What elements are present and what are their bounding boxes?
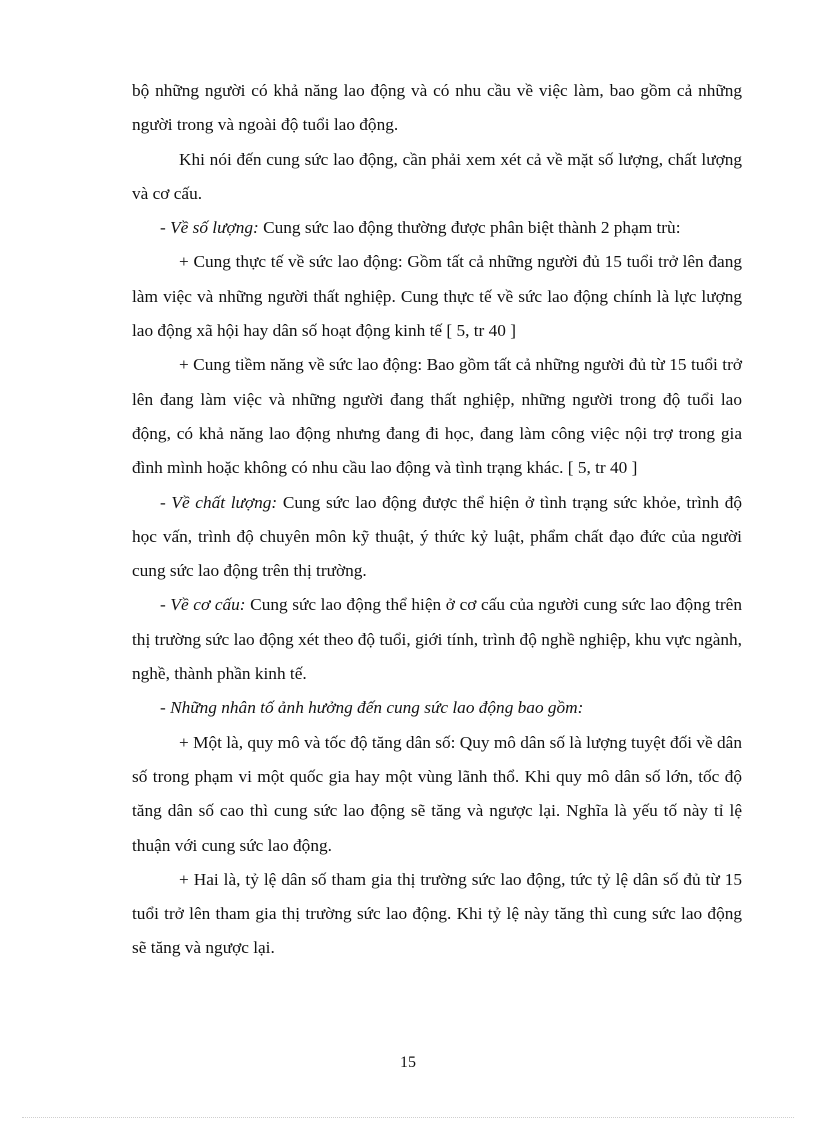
paragraph-actual-supply: + Cung thực tế về sức lao động: Gồm tất cả những người đủ 15 tuổi trở lên đang làm việc và những người thất nghiệp. Cung thực tế về sức lao động chính là lực lượng lao động xã hội hay dân số hoạt động kinh tế [ 5, tr 40 ] [132, 252, 742, 341]
heading-quality: Về chất lượng: [171, 492, 278, 512]
paragraph-continuation: bộ những người có khả năng lao động và có nhu cầu về việc làm, bao gồm cả những người trong và ngoài độ tuổi lao động. [132, 81, 742, 135]
paragraph-factor-two: + Hai là, tỷ lệ dân số tham gia thị trường sức lao động, tức tỷ lệ dân số đủ từ 15 tuổi trở lên tham gia thị trường sức lao động. Khi tỷ lệ này tăng thì cung sức lao động sẽ tăng và ngược lại. [132, 869, 742, 958]
text-structure: Cung sức lao động thể hiện ở cơ cấu của người cung sức lao động trên thị trường sức lao động xét theo độ tuổi, giới tính, trình độ nghề nghiệp, khu vực ngành, nghề, thành phần kinh tế. [132, 595, 742, 684]
body-text [132, 74, 742, 966]
bullet-dash: - [160, 595, 171, 615]
page-number: 15 [400, 1054, 416, 1071]
page-bottom-divider [22, 1117, 794, 1118]
bullet-dash: - [160, 218, 171, 238]
paragraph-factors-heading [132, 691, 742, 725]
paragraph-factor-one: + Một là, quy mô và tốc độ tăng dân số: Quy mô dân số là lượng tuyệt đối về dân số trong phạm vi một quốc gia hay một vùng lãnh thổ. Khi quy mô dân số lớn, tốc độ tăng dân số cao thì cung sức lao động sẽ tăng và ngược lại. Nghĩa là yếu tố này tỉ lệ thuận với cung sức lao động. [132, 732, 742, 855]
paragraph-structure [132, 588, 742, 691]
heading-structure: Về cơ cấu: [170, 595, 246, 615]
bullet-dash: - [160, 492, 172, 512]
heading-quantity: Về số lượng: [170, 218, 259, 238]
paragraph-intro: Khi nói đến cung sức lao động, cần phải xem xét cả về mặt số lượng, chất lượng và cơ cấu. [132, 149, 742, 203]
bullet-dash: - [160, 698, 171, 718]
paragraph-quantity [132, 211, 742, 245]
text-quality: Cung sức lao động được thể hiện ở tình trạng sức khỏe, trình độ học vấn, trình độ chuyên môn kỹ thuật, ý thức kỷ luật, phẩm chất đạo đức của người cung sức lao động trên thị trường. [132, 492, 742, 581]
paragraph-quality [132, 486, 742, 589]
paragraph-potential-supply: + Cung tiềm năng về sức lao động: Bao gồm tất cả những người đủ từ 15 tuổi trở lên đang làm việc và những người đang thất nghiệp, những người trong độ tuổi lao động, có khả năng lao động nhưng đang đi học, đang làm công việc nội trợ trong gia đình mình hoặc không có nhu cầu lao động và tình trạng khác. [ 5, tr 40 ] [132, 355, 742, 478]
text-quantity: Cung sức lao động thường được phân biệt thành 2 phạm trù: [258, 218, 681, 238]
heading-factors: Những nhân tố ảnh hưởng đến cung sức lao động bao gồm: [170, 698, 584, 718]
